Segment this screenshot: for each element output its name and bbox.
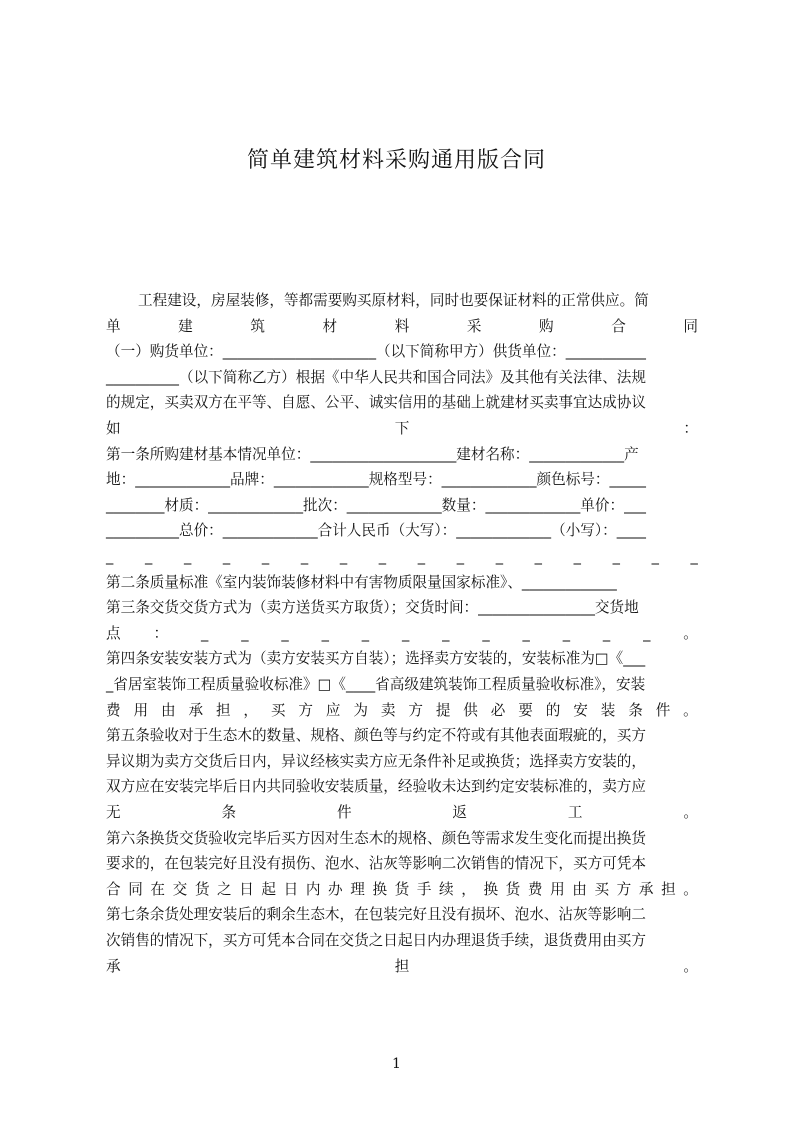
justified-fragment: 换 — [483, 880, 499, 898]
text-line: __________（以下简称乙方）根据《中华人民共和国合同法》及其他有关法律、法规 — [106, 368, 646, 386]
justified-fragment: 买 — [594, 880, 610, 898]
justified-fragment: 无 — [106, 804, 121, 821]
justified-fragment: _ — [300, 548, 309, 565]
justified-fragment: 。 — [683, 804, 698, 821]
text-line — [106, 621, 698, 647]
justified-fragment: _ — [482, 624, 490, 642]
justified-fragment: 理 — [350, 880, 365, 898]
justified-fragment: _ — [361, 624, 370, 642]
justified-fragment: 料 — [394, 317, 410, 335]
justified-fragment: _ — [690, 548, 698, 565]
justified-fragment: _ — [534, 548, 542, 565]
justified-fragment: ： — [153, 624, 169, 642]
justified-fragment: 内 — [305, 880, 321, 898]
justified-fragment: 担 — [394, 957, 410, 975]
justified-fragment: 起 — [261, 880, 277, 898]
text-line: 双方应在安装完毕后日内共同验收安装质量，经验收未达到约定安装标准的，卖方应 — [106, 778, 646, 796]
justified-fragment: _ — [651, 548, 659, 565]
justified-fragment: 承 — [638, 880, 654, 898]
justified-fragment: 由 — [572, 880, 587, 898]
justified-fragment: 为 — [353, 701, 368, 719]
justified-fragment: 返 — [452, 804, 468, 821]
justified-fragment: 合 — [611, 317, 626, 335]
text-line: 第七条余货处理安装后的剩余生态木，在包装完好且没有损坏、泡水、沾灰等影响二 — [106, 906, 646, 924]
justified-fragment: 担 — [215, 701, 231, 719]
text-line: 要求的，在包装完好且没有损伤、泡水、沾灰等影响二次销售的情况下，买方可凭本 — [106, 855, 646, 873]
justified-fragment: 货 — [394, 880, 410, 898]
justified-fragment: 方 — [408, 701, 423, 719]
justified-fragment: 装 — [600, 701, 616, 719]
justified-fragment: 。 — [683, 701, 698, 719]
text-line — [106, 544, 698, 570]
justified-fragment: _ — [144, 548, 153, 565]
text-line: 第三条交货交货方式为（卖方送货买方取货）；交货时间：________________交货地 — [106, 599, 639, 617]
justified-fragment: 必 — [490, 701, 506, 719]
justified-fragment: 。 — [683, 957, 698, 975]
text-line: 地：_____________品牌：_____________规格型号：_____________颜色标号：_____ — [106, 471, 646, 489]
justified-fragment: ， — [243, 701, 259, 719]
justified-fragment: 工 — [567, 804, 583, 821]
justified-fragment: _ — [417, 548, 426, 565]
text-line — [106, 416, 698, 442]
justified-fragment: 的 — [545, 701, 561, 719]
justified-fragment: _ — [573, 548, 581, 565]
justified-fragment: _ — [261, 548, 270, 565]
justified-fragment: 费 — [527, 880, 543, 898]
justified-fragment: 承 — [106, 957, 121, 975]
text-line: 第六条换货交货验收完毕后买方因对生态木的规格、颜色等需求发生变化而提出换货 — [106, 829, 646, 847]
justified-fragment: 日 — [283, 880, 299, 898]
justified-fragment: _ — [643, 624, 651, 642]
justified-fragment: _ — [321, 624, 329, 642]
justified-fragment: 如 — [106, 420, 121, 437]
justified-fragment: 条 — [221, 804, 237, 821]
text-line — [106, 698, 698, 724]
justified-fragment: 供 — [463, 701, 478, 719]
justified-fragment: _ — [106, 548, 114, 565]
justified-fragment: 购 — [539, 317, 554, 335]
justified-fragment: _ — [562, 624, 570, 642]
justified-fragment: _ — [241, 624, 249, 642]
justified-fragment: 下 — [394, 420, 410, 437]
justified-fragment: 合 — [106, 880, 121, 898]
text-line — [106, 877, 698, 903]
justified-fragment: 方 — [298, 701, 313, 719]
justified-fragment: 单 — [106, 317, 121, 335]
text-line: _省居室装饰工程质量验收标准》□《____省高级建筑装饰工程质量验收标准》，安装 — [106, 676, 646, 693]
justified-fragment: 货 — [194, 880, 210, 898]
justified-fragment: _ — [442, 624, 450, 642]
justified-fragment: 买 — [270, 701, 286, 719]
justified-fragment: 费 — [106, 701, 121, 719]
justified-fragment: 提 — [435, 701, 451, 719]
justified-fragment: 用 — [550, 880, 565, 898]
justified-fragment: 应 — [325, 701, 341, 719]
text-line: 的规定，买卖双方在平等、自愿、公平、诚实信用的基础上就建材买卖事宜达成协议 — [106, 394, 646, 412]
justified-fragment: _ — [522, 624, 530, 642]
text-line: 第四条安装安装方式为（卖方安装买方自装）；选择卖方安装的，安装标准为□《___ — [106, 650, 646, 668]
justified-fragment: 材 — [322, 317, 338, 335]
text-line: 第五条验收对于生态木的数量、规格、颜色等与约定不符或有其他表面瑕疵的，买方 — [106, 727, 646, 745]
text-line: __________总价：_____________合计人民币（大写）：_____________（小写）：____ — [106, 522, 646, 540]
justified-fragment: _ — [222, 548, 231, 565]
justified-fragment: 安 — [573, 701, 588, 719]
justified-fragment: _ — [201, 624, 209, 642]
justified-fragment: 货 — [505, 880, 521, 898]
justified-fragment: 担 — [661, 880, 676, 898]
justified-fragment: ， — [461, 880, 476, 898]
justified-fragment: 。 — [683, 880, 698, 898]
text-line: （一）购货单位：_____________________（以下简称甲方）供货单位：___________ — [106, 343, 646, 361]
justified-fragment: 采 — [466, 317, 482, 335]
text-line: 异议期为卖方交货后日内，异议经核实卖方应无条件补足或换货；选择卖方安装的， — [106, 752, 646, 770]
justified-fragment: 。 — [683, 624, 698, 642]
justified-fragment: 由 — [160, 701, 176, 719]
text-line — [106, 800, 698, 826]
justified-fragment: 同 — [128, 880, 143, 898]
text-line — [106, 954, 698, 980]
justified-fragment: 换 — [372, 880, 388, 898]
justified-fragment: _ — [495, 548, 503, 565]
justified-fragment: 续 — [439, 880, 454, 898]
justified-fragment: 条 — [628, 701, 643, 719]
justified-fragment: 用 — [133, 701, 149, 719]
justified-fragment: 办 — [328, 880, 343, 898]
justified-fragment: _ — [612, 548, 620, 565]
document-title: 简单建筑材料采购通用版合同 — [246, 148, 546, 173]
text-line: 工程建设，房屋装修，等都需要购买原材料，同时也要保证材料的正常供应。简 — [138, 292, 649, 309]
text-line: 次销售的情况下，买方可凭本合同在交货之日起日内办理退货手续，退货费用由买方 — [106, 932, 646, 949]
justified-fragment: _ — [378, 548, 387, 565]
justified-fragment: 件 — [336, 804, 352, 821]
justified-fragment: _ — [339, 548, 348, 565]
text-line: 第二条质量标准《室内装饰装修材料中有害物质限量国家标准》、_____________ — [106, 573, 617, 591]
justified-fragment: 卖 — [380, 701, 396, 719]
justified-fragment: 承 — [188, 701, 204, 719]
text-line: 第一条所购建材基本情况单位：____________________建材名称：_____________产 — [106, 445, 639, 463]
justified-fragment: 筑 — [250, 317, 265, 335]
text-line — [106, 314, 698, 340]
justified-fragment: 件 — [655, 701, 671, 719]
page-number: 1 — [392, 1056, 401, 1072]
justified-fragment: 同 — [683, 317, 698, 335]
justified-fragment: _ — [401, 624, 410, 642]
justified-fragment: 交 — [172, 880, 188, 898]
justified-fragment: 日 — [239, 880, 254, 898]
justified-fragment: 要 — [518, 701, 533, 719]
justified-fragment: _ — [281, 624, 289, 642]
justified-fragment: 之 — [217, 880, 232, 898]
justified-fragment: ： — [683, 420, 698, 437]
justified-fragment: 手 — [416, 880, 432, 898]
justified-fragment: _ — [183, 548, 192, 565]
justified-fragment: 点 — [106, 624, 121, 642]
justified-fragment: 建 — [178, 317, 193, 335]
justified-fragment: 方 — [616, 880, 632, 898]
text-line: ________材质：_____________批次：_____________数量：_____________单价：___ — [106, 496, 646, 514]
justified-fragment: 在 — [150, 880, 166, 898]
justified-fragment: _ — [456, 548, 465, 565]
justified-fragment: _ — [602, 624, 611, 642]
